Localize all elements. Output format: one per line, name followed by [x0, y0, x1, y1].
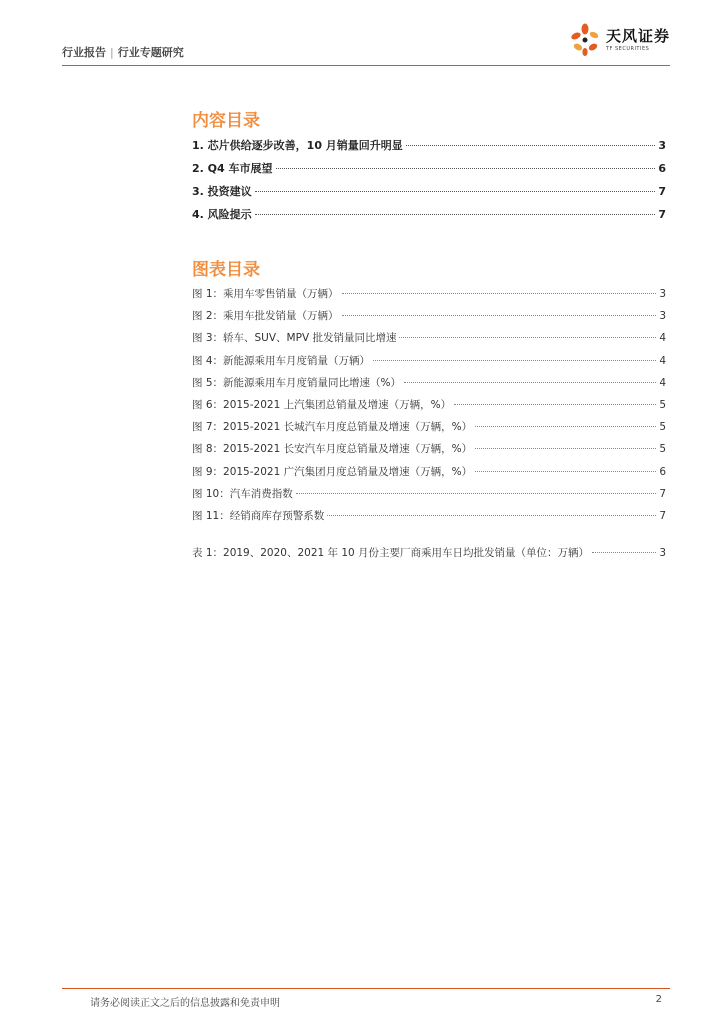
table-entry[interactable]: [192, 545, 666, 567]
figure-entry[interactable]: [192, 486, 666, 508]
figure-entry[interactable]: [192, 353, 666, 375]
figure-entry-page: 5: [659, 421, 666, 434]
figure-entry-page: 7: [659, 509, 666, 522]
dot-leader: [406, 145, 656, 146]
figure-entry[interactable]: [192, 464, 666, 486]
contents-entry[interactable]: [192, 206, 666, 229]
contents-section: [192, 111, 666, 229]
figure-entry[interactable]: [192, 397, 666, 419]
figure-entry-label: 图 5：新能源乘用车月度销量同比增速（%）: [192, 376, 401, 389]
figures-section: [192, 260, 666, 530]
figure-entry-label: 图 1：乘用车零售销量（万辆）: [192, 288, 339, 300]
contents-entry-label: 1. 芯片供给逐步改善，10 月销量回升明显: [192, 139, 403, 152]
figure-entry[interactable]: [192, 375, 666, 397]
company-logo: [568, 20, 670, 60]
tables-section: [192, 545, 666, 567]
figure-entry[interactable]: [192, 419, 666, 441]
figure-entry-page: 4: [659, 332, 666, 345]
figure-entry-page: 4: [659, 354, 666, 367]
dot-leader: [276, 168, 656, 169]
contents-entry[interactable]: [192, 183, 666, 206]
flower-logo-icon: [568, 23, 602, 57]
contents-entry-label: 3. 投资建议: [192, 185, 252, 198]
figure-entry-page: 3: [659, 288, 666, 300]
header-separator: |: [110, 46, 114, 59]
dot-leader: [475, 448, 656, 449]
table-entry-page: 3: [659, 547, 666, 559]
dot-leader: [255, 214, 656, 215]
figure-entry-page: 3: [659, 310, 666, 323]
figure-entry-page: 7: [659, 487, 666, 500]
contents-list: [192, 137, 666, 229]
figure-entry-label: 图 3：轿车、SUV、MPV 批发销量同比增速: [192, 332, 397, 345]
dot-leader: [373, 360, 656, 361]
figure-entry[interactable]: [192, 286, 666, 308]
dot-leader: [399, 337, 656, 338]
figure-entry-label: 图 9：2015-2021 广汽集团月度总销量及增速（万辆，%）: [192, 465, 473, 478]
footer-disclaimer: 请务必阅读正文之后的信息披露和免责申明: [90, 998, 280, 1009]
table-entry-label: 表 1：2019、2020、2021 年 10 月份主要厂商乘用车日均批发销量（单位：万辆）: [192, 547, 590, 559]
contents-entry-page: 7: [658, 185, 666, 198]
page-number: 2: [655, 994, 662, 1005]
header-title: [62, 44, 184, 60]
header-subsection: 行业专题研究: [117, 46, 184, 59]
footer-divider: [62, 988, 670, 989]
figure-entry-page: 6: [659, 465, 666, 478]
figure-entry-label: 图 4：新能源乘用车月度销量（万辆）: [192, 354, 371, 367]
dot-leader: [327, 515, 656, 516]
header-divider: [62, 65, 670, 66]
dot-leader: [255, 191, 656, 192]
dot-leader: [404, 382, 656, 383]
figure-entry-page: 5: [659, 443, 666, 456]
figure-entry-label: 图 6：2015-2021 上汽集团总销量及增速（万辆，%）: [192, 398, 452, 411]
contents-entry-label: 4. 风险提示: [192, 208, 252, 221]
figure-entry-page: 4: [659, 376, 666, 389]
logo-english-name: TF SECURITIES: [605, 46, 650, 52]
contents-entry-page: 3: [658, 139, 666, 152]
dot-leader: [342, 293, 657, 294]
dot-leader: [296, 493, 657, 494]
contents-entry-label: 2. Q4 车市展望: [192, 162, 273, 175]
contents-entry[interactable]: [192, 137, 666, 160]
dot-leader: [475, 471, 656, 472]
contents-entry-page: 7: [658, 208, 666, 221]
figure-entry-label: 图 8：2015-2021 长安汽车月度总销量及增速（万辆，%）: [192, 443, 473, 456]
figures-heading: 图表目录: [192, 260, 260, 280]
figures-list: [192, 286, 666, 530]
figure-entry[interactable]: [192, 308, 666, 330]
contents-entry[interactable]: [192, 160, 666, 183]
contents-heading: 内容目录: [192, 111, 260, 131]
figure-entry-label: 图 11：经销商库存预警系数: [192, 509, 325, 522]
figure-entry[interactable]: [192, 508, 666, 530]
figure-entry-label: 图 7：2015-2021 长城汽车月度总销量及增速（万辆，%）: [192, 421, 473, 434]
header-section: 行业报告: [62, 46, 106, 59]
logo-chinese-name: 天风证券: [605, 27, 670, 45]
dot-leader: [475, 426, 656, 427]
dot-leader: [342, 315, 657, 316]
dot-leader: [592, 552, 656, 553]
page-header: [62, 27, 670, 64]
figure-entry[interactable]: [192, 330, 666, 352]
figure-entry-label: 图 10：汽车消费指数: [192, 487, 293, 500]
dot-leader: [454, 404, 656, 405]
figure-entry-page: 5: [659, 398, 666, 411]
figure-entry-label: 图 2：乘用车批发销量（万辆）: [192, 310, 339, 323]
figure-entry[interactable]: [192, 441, 666, 463]
contents-entry-page: 6: [658, 162, 666, 175]
logo-text: [606, 28, 670, 52]
